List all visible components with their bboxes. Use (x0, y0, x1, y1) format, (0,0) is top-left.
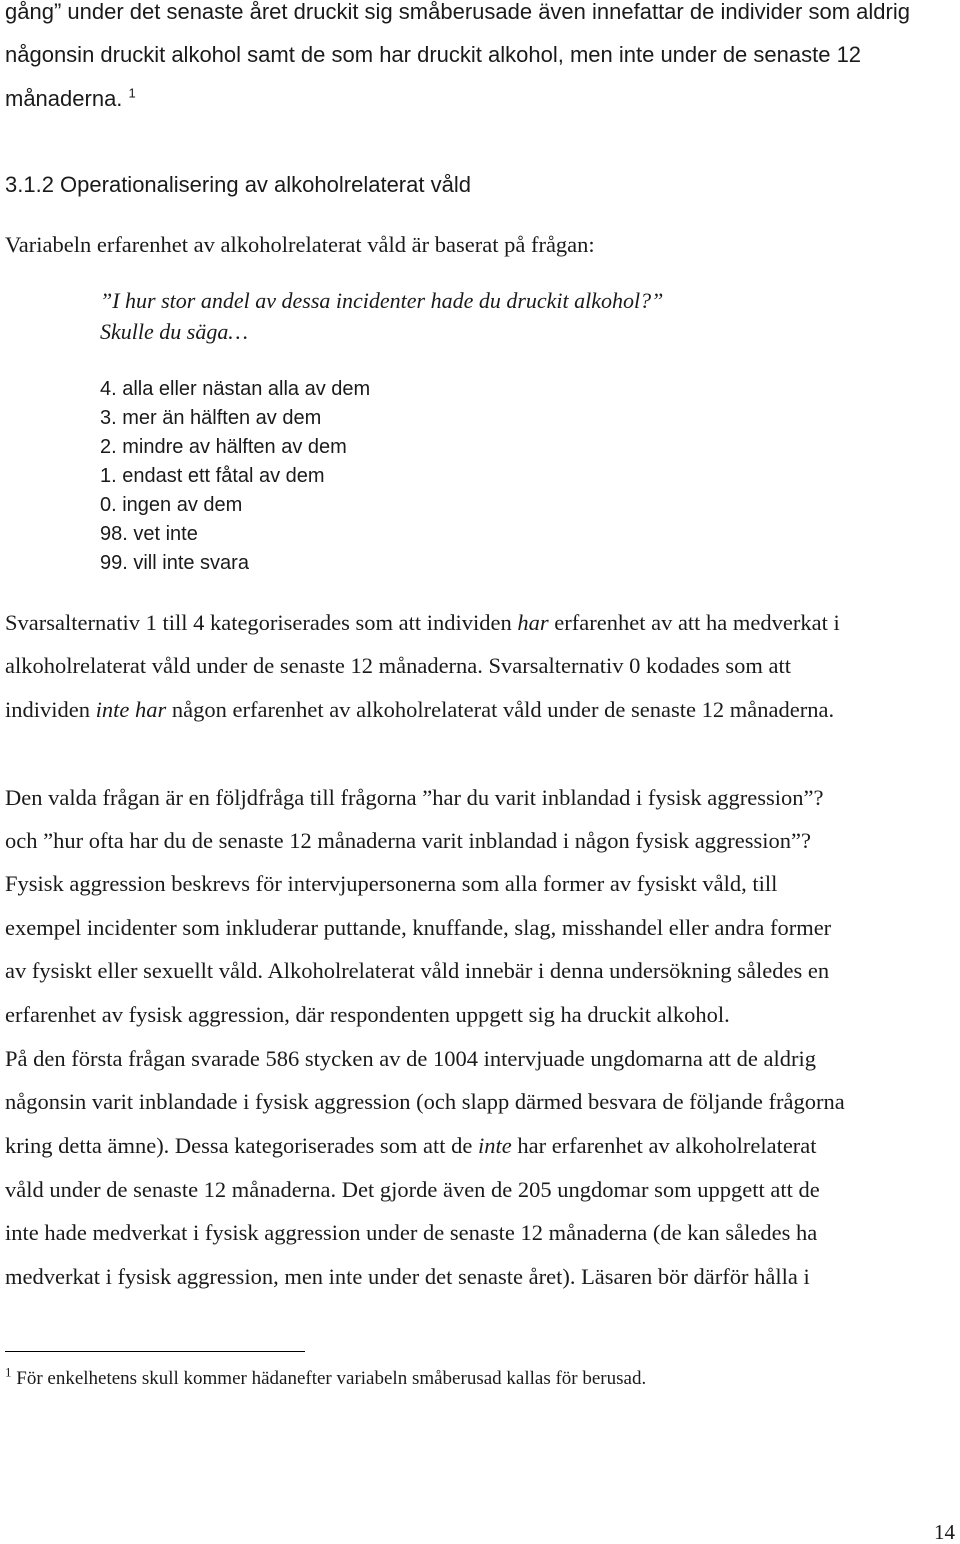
section-heading: 3.1.2 Operationalisering av alkoholrelaterat våld (5, 172, 471, 197)
footnote (5, 1364, 646, 1394)
intro-line-1: gång” under det senaste året druckit sig småberusade även innefattar de individer som aldrig (5, 0, 910, 24)
question-prompt: Skulle du säga… (100, 319, 248, 344)
paragraph-2-line: någonsin varit inblandade i fysisk aggression (och slapp därmed besvara de följande frågorna (5, 1089, 845, 1114)
text-span: erfarenhet av att ha medverkat i (548, 610, 840, 635)
footnote-divider (5, 1351, 305, 1352)
footnote-reference: 1 (128, 85, 136, 101)
emphasis-text: har (517, 610, 549, 635)
intro-line-3-text: månaderna. (5, 86, 123, 111)
answer-option: 98. vet inte (100, 523, 198, 545)
paragraph-2-line (5, 1131, 817, 1161)
answer-option: 1. endast ett fåtal av dem (100, 465, 325, 487)
paragraph-2-line: Den valda frågan är en följdfråga till frågorna ”har du varit inblandad i fysisk aggression”? (5, 785, 824, 810)
text-span: någon erfarenhet av alkoholrelaterat våld under de senaste 12 månaderna. (166, 697, 835, 722)
paragraph-2-line: erfarenhet av fysisk aggression, där respondenten uppgett sig ha druckit alkohol. (5, 1002, 730, 1027)
page-number: 14 (934, 1520, 955, 1544)
answer-option: 0. ingen av dem (100, 494, 243, 516)
paragraph-2-line: På den första frågan svarade 586 stycken av de 1004 intervjuade ungdomarna att de aldrig (5, 1046, 816, 1071)
paragraph-2-line: medverkat i fysisk aggression, men inte under det senaste året). Läsaren bör därför hålla i (5, 1264, 810, 1289)
paragraph-2-line: och ”hur ofta har du de senaste 12 månaderna varit inblandad i någon fysisk aggression”? (5, 828, 811, 853)
intro-line-2: någonsin druckit alkohol samt de som har druckit alkohol, men inte under de senaste 12 (5, 42, 862, 67)
answer-option: 99. vill inte svara (100, 552, 249, 574)
paragraph-2-line: våld under de senaste 12 månaderna. Det gjorde även de 205 ungdomar som uppgett att de (5, 1177, 820, 1202)
paragraph-1-line-1 (5, 608, 840, 638)
paragraph-1-line-3 (5, 695, 834, 725)
text-span: har erfarenhet av alkoholrelaterat (511, 1133, 817, 1158)
emphasis-text: inte har (95, 697, 167, 722)
paragraph-2-line: inte hade medverkat i fysisk aggression under de senaste 12 månaderna (de kan således ha (5, 1220, 818, 1245)
answer-option: 3. mer än hälften av dem (100, 407, 322, 429)
footnote-mark: 1 (5, 1364, 12, 1380)
text-span: Svarsalternativ 1 till 4 kategoriserades som att individen (5, 610, 518, 635)
footnote-text: För enkelhetens skull kommer hädanefter variabeln småberusad kallas för berusad. (16, 1368, 647, 1389)
paragraph-2-line: av fysiskt eller sexuellt våld. Alkoholrelaterat våld innebär i denna undersökning således en (5, 958, 830, 983)
answer-option: 2. mindre av hälften av dem (100, 436, 347, 458)
text-span: kring detta ämne). Dessa kategoriserades som att de (5, 1133, 478, 1158)
intro-line-3 (5, 84, 136, 114)
paragraph-2-line: exempel incidenter som inkluderar puttande, knuffande, slag, misshandel eller andra former (5, 915, 832, 940)
question-lead: Variabeln erfarenhet av alkoholrelaterat våld är baserat på frågan: (5, 232, 595, 257)
text-span: individen (5, 697, 96, 722)
question-text: ”I hur stor andel av dessa incidenter hade du druckit alkohol?” (100, 288, 664, 313)
answer-option: 4. alla eller nästan alla av dem (100, 378, 371, 400)
paragraph-1-line-2: alkoholrelaterat våld under de senaste 12 månaderna. Svarsalternativ 0 kodades som att (5, 653, 791, 678)
paragraph-2-line: Fysisk aggression beskrevs för intervjupersonerna som alla former av fysiskt våld, till (5, 871, 778, 896)
emphasis-text: inte (477, 1133, 512, 1158)
